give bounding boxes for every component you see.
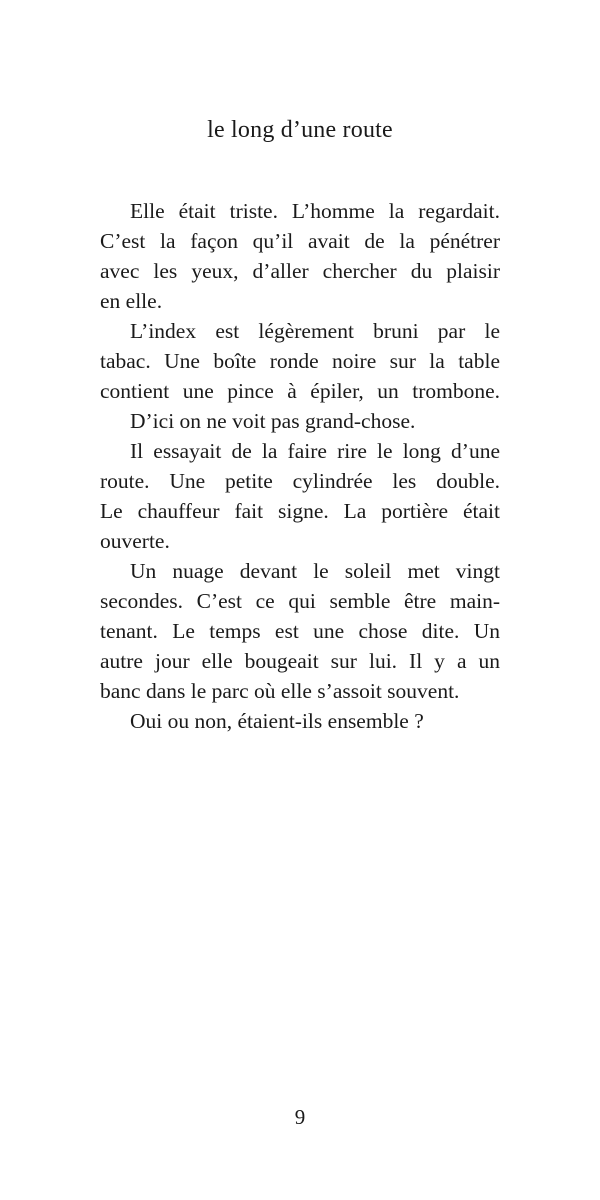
text-line: autre jour elle bougeait sur lui. Il y a un — [100, 649, 500, 673]
text-line: tenant. Le temps est une chose dite. Un — [100, 619, 500, 643]
text-line: contient une pince à épiler, un trombone. — [100, 379, 500, 403]
text-line: Il essayait de la faire rire le long d’une — [130, 439, 500, 463]
text-line: ouverte. — [100, 529, 170, 553]
body-text — [100, 196, 500, 736]
chapter-title: le long d’une route — [207, 117, 393, 143]
text-line: D’ici on ne voit pas grand-chose. — [130, 409, 416, 433]
text-line: avec les yeux, d’aller chercher du plaisir — [100, 259, 500, 283]
text-line: C’est la façon qu’il avait de la pénétrer — [100, 229, 500, 253]
text-line: L’index est légèrement bruni par le — [130, 319, 500, 343]
text-line: en elle. — [100, 289, 163, 313]
text-line: banc dans le parc où elle s’assoit souvent. — [100, 679, 460, 703]
text-line: secondes. C’est ce qui semble être main- — [100, 589, 500, 613]
text-line: Elle était triste. L’homme la regardait. — [130, 199, 500, 223]
text-line: Le chauffeur fait signe. La portière était — [100, 499, 500, 523]
text-line: Oui ou non, étaient-ils ensemble ? — [130, 709, 424, 733]
page-number: 9 — [294, 1105, 306, 1129]
text-line: Un nuage devant le soleil met vingt — [130, 559, 500, 583]
text-line: route. Une petite cylindrée les double. — [100, 469, 500, 493]
text-line: tabac. Une boîte ronde noire sur la table — [100, 349, 500, 373]
